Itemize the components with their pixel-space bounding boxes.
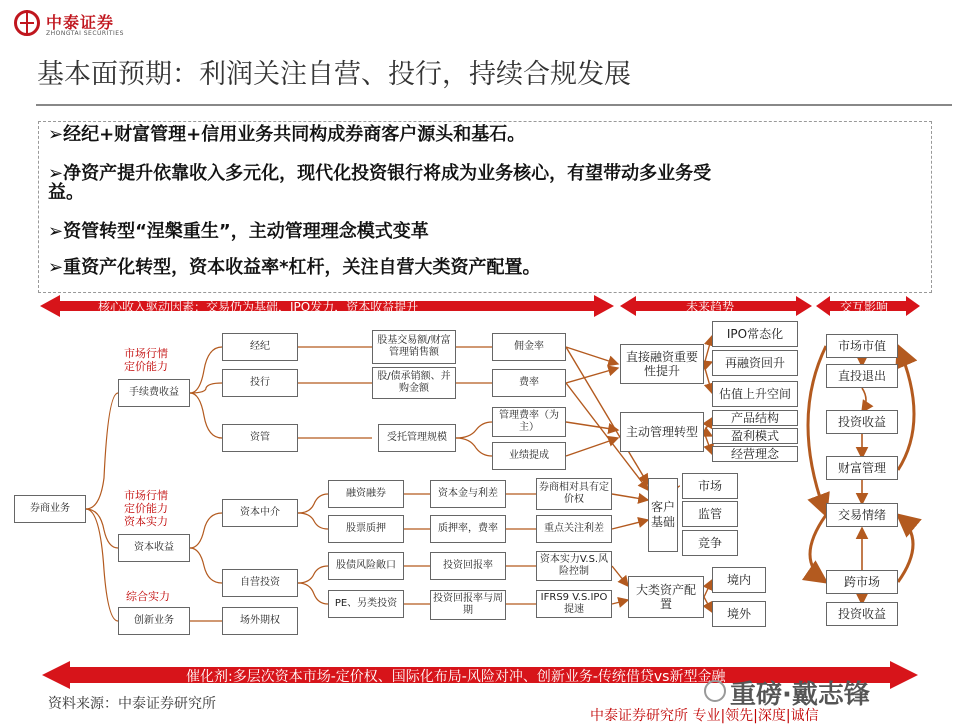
node-investment-return: 投资回报率 xyxy=(430,552,506,580)
bullet-2: ➢净资产提升依靠收入多元化，现代化投资银行将成为业务核心，有望带动多业务受 xyxy=(48,163,712,184)
future-banner-text: 未来趋势 xyxy=(686,300,735,314)
node-otc-options: 场外期权 xyxy=(222,607,298,635)
node-wealth-management: 财富管理 xyxy=(826,456,898,480)
node-customer-base: 客户基础 xyxy=(648,478,678,552)
bullet-4: ➢重资产化转型，资本收益率*杠杆，关注自营大类资产配置。 xyxy=(48,257,541,278)
node-broker-business: 券商业务 xyxy=(14,495,86,523)
node-management-fee-rate: 管理费率（为主） xyxy=(492,407,566,437)
node-market-cap: 市场市值 xyxy=(826,334,898,358)
node-investment-banking: 投行 xyxy=(222,369,298,397)
node-equity-bond-exposure: 股债风险敞口 xyxy=(328,552,404,580)
node-brokerage: 经纪 xyxy=(222,333,298,361)
bullet-2-cont: 益。 xyxy=(48,182,84,203)
interaction-banner-text: 交互影响 xyxy=(840,300,889,314)
node-capital-income: 资本收益 xyxy=(118,534,190,562)
bullet-1: ➢经纪+财富管理+信用业务共同构成券商客户源头和基石。 xyxy=(48,124,526,145)
node-aum-scale: 受托管理规模 xyxy=(378,424,456,452)
node-capital-interest: 资本金与利差 xyxy=(430,480,506,508)
interaction-loop-lower xyxy=(810,515,826,582)
node-pricing-power: 券商相对具有定价权 xyxy=(536,478,612,510)
node-competition: 竞争 xyxy=(682,530,738,556)
interaction-loop-left xyxy=(808,346,826,515)
bullet-3: ➢资管转型“涅槃重生”，主动管理理念模式变革 xyxy=(48,221,429,242)
node-capital-vs-risk: 资本实力V.S.风险控制 xyxy=(536,551,612,581)
node-overseas: 境外 xyxy=(712,601,766,627)
node-cross-market: 跨市场 xyxy=(826,570,898,594)
node-ifrs9-vs-ipo: IFRS9 V.S.IPO提速 xyxy=(536,590,612,618)
node-asset-allocation: 大类资产配置 xyxy=(628,576,704,618)
node-underwriting: 股/债承销额、并购金额 xyxy=(372,367,456,399)
node-innovation: 创新业务 xyxy=(118,607,190,635)
slide-title: 基本面预期：利润关注自营、投行，持续合规发展 xyxy=(37,59,631,90)
node-domestic: 境内 xyxy=(712,567,766,593)
node-market: 市场 xyxy=(682,473,738,499)
node-asset-management: 资管 xyxy=(222,424,298,452)
node-margin-trading: 融资融券 xyxy=(328,480,404,508)
node-profit-model: 盈利模式 xyxy=(712,428,798,444)
node-invest-return-2: 投资收益 xyxy=(826,602,898,626)
node-product-structure: 产品结构 xyxy=(712,410,798,426)
node-return-cycle: 投资回报率与周期 xyxy=(430,590,506,620)
node-stock-pledge: 股票质押 xyxy=(328,515,404,543)
node-refinancing-rise: 再融资回升 xyxy=(712,350,798,376)
interaction-loop-right xyxy=(898,346,914,470)
footer-tagline: 中泰证券研究所 专业|领先|深度|诚信 xyxy=(590,708,819,724)
node-performance-fee: 业绩提成 xyxy=(492,442,566,470)
node-focus-spread: 重点关注利差 xyxy=(536,515,612,543)
node-trading-volume: 股基交易额/财富管理销售额 xyxy=(372,330,456,364)
node-pe-alternative: PE、另类投资 xyxy=(328,590,404,618)
node-valuation-rise: 估值上升空间 xyxy=(712,381,798,407)
node-active-management: 主动管理转型 xyxy=(620,412,704,452)
node-direct-exit: 直投退出 xyxy=(826,364,898,388)
node-regulation: 监管 xyxy=(682,501,738,527)
node-management-concept: 经营理念 xyxy=(712,446,798,462)
logo-text: 中泰证券 xyxy=(46,13,115,32)
node-ipo-normalization: IPO常态化 xyxy=(712,321,798,347)
wechat-icon xyxy=(704,680,726,702)
node-pledge-rate: 质押率，费率 xyxy=(430,515,506,543)
node-proprietary-investment: 自营投资 xyxy=(222,569,298,597)
logo-subtext: ZHONGTAI SECURITIES xyxy=(46,30,124,37)
watermark: 重磅·戴志锋 xyxy=(730,680,870,710)
node-direct-financing: 直接融资重要性提升 xyxy=(620,344,704,384)
node-capital-intermediary: 资本中介 xyxy=(222,499,298,527)
node-commission-rate: 佣金率 xyxy=(492,333,566,361)
source-note: 资料来源：中泰证券研究所 xyxy=(48,696,216,712)
interaction-loop-lower-right xyxy=(898,515,913,582)
node-trading-sentiment: 交易情绪 xyxy=(826,503,898,527)
label-comprehensive-strength: 综合实力 xyxy=(126,590,170,603)
node-fee-income: 手续费收益 xyxy=(118,379,190,407)
label-market-pricing-2: 市场行情 定价能力 资本实力 xyxy=(124,489,168,528)
core-banner-text: 核心收入驱动因素：交易仍为基础，IPO发力，资本收益提升 xyxy=(98,300,419,314)
node-fee-rate: 费率 xyxy=(492,369,566,397)
label-market-pricing-1: 市场行情 定价能力 xyxy=(124,347,168,373)
node-invest-return-1: 投资收益 xyxy=(826,410,898,434)
catalyst-banner-text: 催化剂:多层次资本市场-定价权、国际化布局-风险对冲、创新业务-传统借贷vs新型金融 xyxy=(186,669,726,685)
